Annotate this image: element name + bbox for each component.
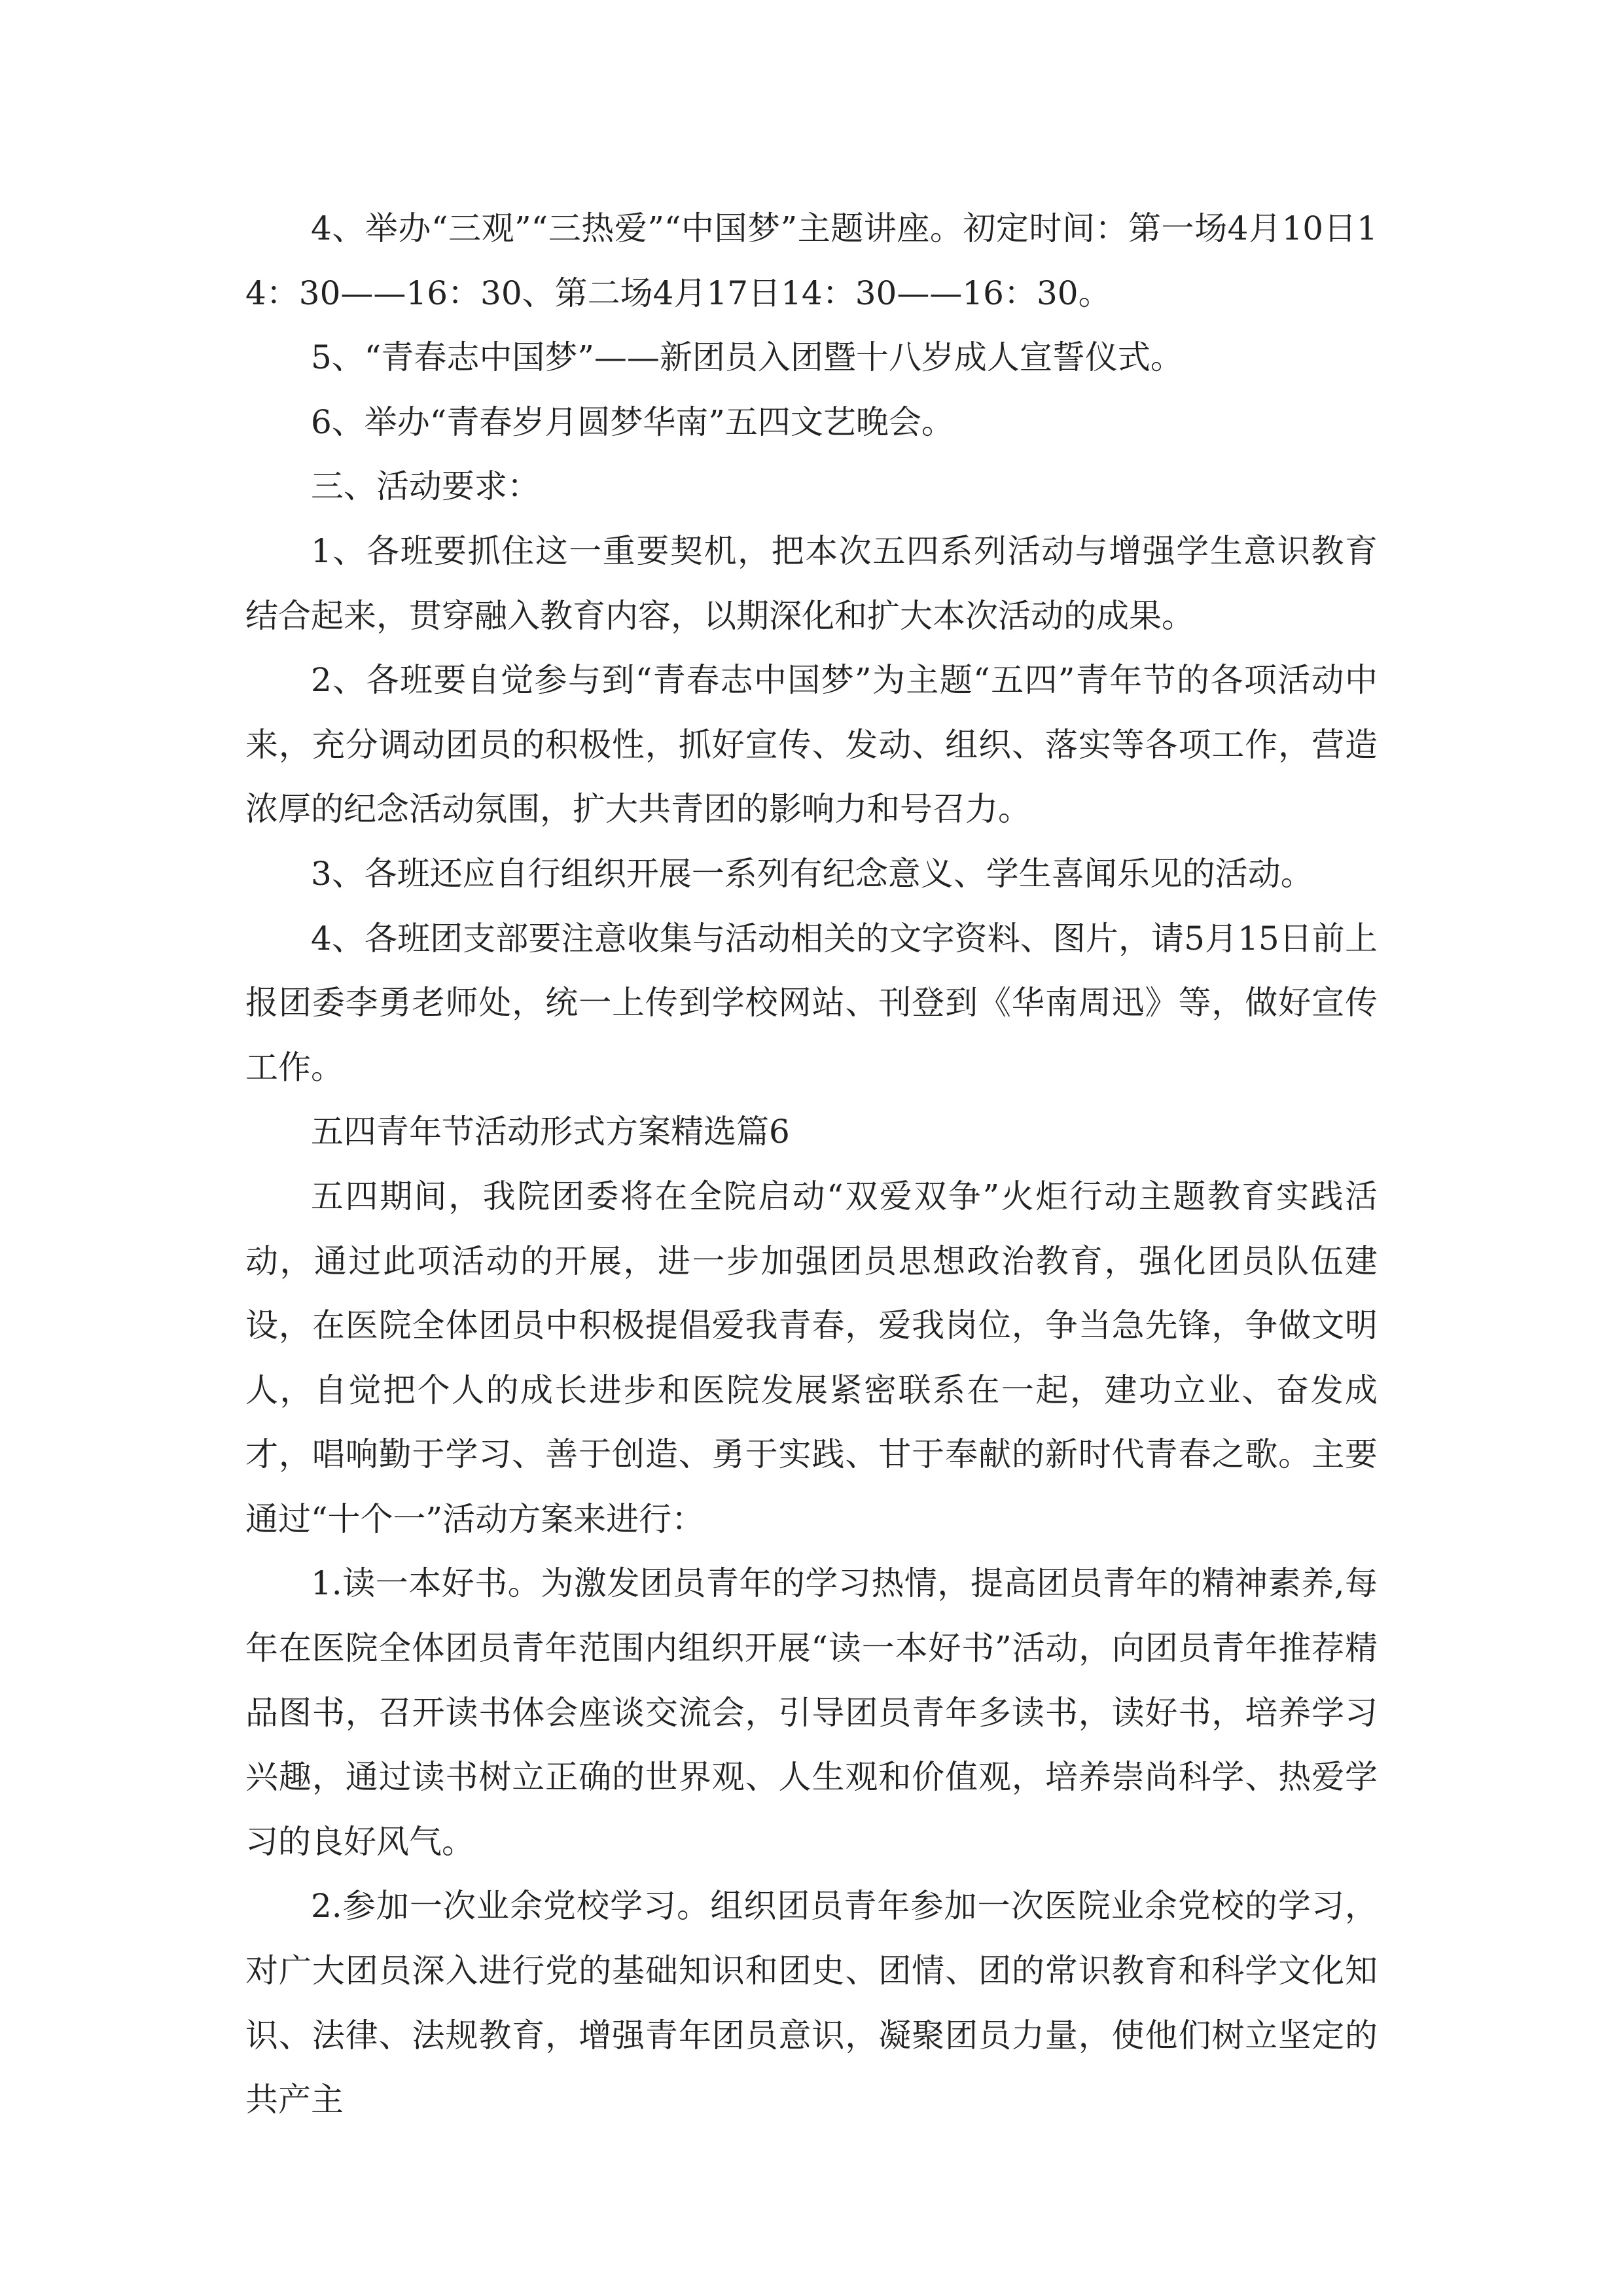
paragraph-gala-item: 6、举办“青春岁月圆梦华南”五四文艺晚会。 [311,403,954,441]
paragraph-intro-plan-6: 五四期间，我院团委将在全院启动“双爱双争”火炬行动主题教育实践活动，通过此项活动的开展，进一步加强团员思想政治教育，强化团员队伍建设，在医院全体团员中积极提倡爱我青春，爱我岗位，争当急先锋，争做文明人，自觉把个人的成长进步和医院发展紧密联系在一起，建功立业、奋发成才，唱响勤于学习、善于创造、勇于实践、甘于奉献的新时代青春之歌。主要通过“十个一”活动方案来进行： [245,1177,1378,1538]
paragraph-requirement-1: 1、各班要抓住这一重要契机，把本次五四系列活动与增强学生意识教育结合起来，贯穿融入教育内容，以期深化和扩大本次活动的成果。 [245,531,1378,635]
paragraph-requirement-2: 2、各班要自觉参与到“青春志中国梦”为主题“五四”青年节的各项活动中来，充分调动团员的积极性，抓好宣传、发动、组织、落实等各项工作，营造浓厚的纪念活动氛围，扩大共青团的影响力和号召力。 [245,661,1378,829]
paragraph-party-school: 2.参加一次业余党校学习。组织团员青年参加一次医院业余党校的学习，对广大团员深入进行党的基础知识和团史、团情、团的常识教育和科学文化知识、法律、法规教育，增强青年团员意识，凝聚团员力量，使他们树立坚定的共产主 [245,1887,1378,2119]
section-heading-requirements: 三、活动要求： [311,467,540,506]
paragraph-lecture-item: 4、举办“三观”“三热爱”“中国梦”主题讲座。初定时间：第一场4月10日14：30——16：30、第二场4月17日14：30——16：30。 [245,209,1378,312]
paragraph-requirement-3: 3、各班还应自行组织开展一系列有纪念意义、学生喜闻乐见的活动。 [311,854,1313,893]
paragraph-requirement-4: 4、各班团支部要注意收集与活动相关的文字资料、图片，请5月15日前上报团委李勇老师处，统一上传到学校网站、刊登到《华南周迅》等，做好宣传工作。 [245,919,1378,1086]
section-title-plan-6: 五四青年节活动形式方案精选篇6 [311,1113,790,1151]
document-body [245,196,1378,2132]
paragraph-read-a-book: 1.读一本好书。为激发团员青年的学习热情，提高团员青年的精神素养,每年在医院全体团员青年范围内组织开展“读一本好书”活动，向团员青年推荐精品图书，召开读书体会座谈交流会，引导团员青年多读书，读好书，培养学习兴趣，通过读书树立正确的世界观、人生观和价值观，培养崇尚科学、热爱学习的良好风气。 [245,1564,1378,1861]
paragraph-ceremony-item: 5、“青春志中国梦”——新团员入团暨十八岁成人宣誓仪式。 [311,338,1183,377]
